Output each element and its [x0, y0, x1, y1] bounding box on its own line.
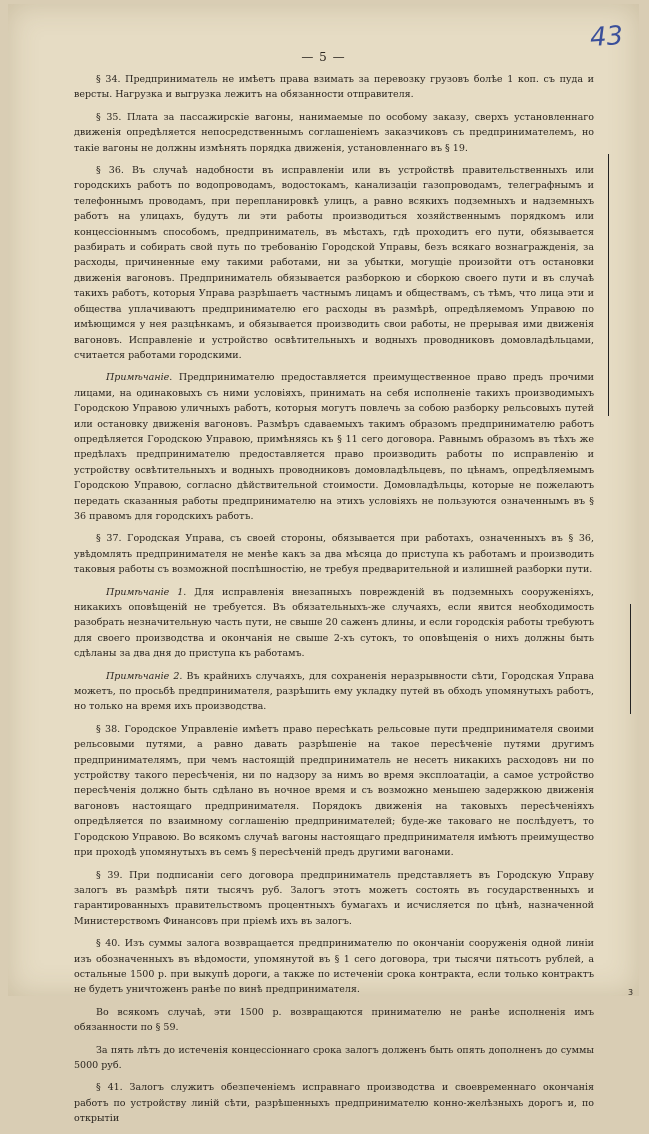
- section-paragraph: § 41. Залогъ служитъ обезпеченіемъ исправнаго производства и своевременнаго окончанія работъ по устройству линій сѣти, разрѣшенныхъ предпринимателю конно-желѣзныхъ дорогъ и, по открытіи: [74, 1082, 594, 1125]
- note-paragraph: [74, 585, 594, 662]
- note-text: Предпринимателю предоставляется преимущественное право предъ прочими лицами, на одинаковыхъ съ ними условіяхъ, принимать на себя исполненіе такихъ производимыхъ Городскою Управою уличныхъ работъ, которыя могутъ повлечь за собою разборку рельсовыхъ путей или остановку движенія вагоновъ. Размѣръ сдаваемыхъ такимъ образомъ предпринимателю работъ опредѣляется Городскою Управою, примѣняясь къ § 11 сего договора. Равнымъ образомъ въ тѣхъ же предѣлахъ предпринимателю предоставляется право производить работы по исправленію и устройству освѣтительныхъ и водныхъ проводниковъ домовладѣльцевъ, по цѣнамъ, опредѣляемымъ Городскою Управою, согласно дѣйствительной стоимости. Домовладѣльцы, которые не пожелаютъ передать сказанныя работы предпринимателю на этихъ условіяхъ не пользуются означеннымъ въ § 36 правомъ для городскихъ работъ.: [74, 372, 594, 522]
- margin-mark: [630, 604, 631, 714]
- note-label: Примѣчаніе 1.: [106, 586, 187, 598]
- section-paragraph: § 35. Плата за пассажирскіе вагоны, нанимаемые по особому заказу, сверхъ установленнаго движенія опредѣляется непосредственнымъ соглашеніемъ заказчиковъ съ предпринимателемъ, но такіе вагоны не должны измѣнять порядка движенія, установленнаго въ § 19.: [74, 111, 594, 154]
- margin-mark: [608, 154, 609, 416]
- section-paragraph: § 37. Городская Управа, съ своей стороны, обязывается при работахъ, означенныхъ въ § 36, увѣдомлять предпринимателя не менѣе какъ за два мѣсяца до приступа къ работамъ и производить таковыя работы съ возможной поспѣшностію, не требуя предварительной и излишней разборки пути.: [74, 533, 594, 576]
- note-label: Примѣчаніе 2.: [106, 670, 183, 682]
- note-text: Въ крайнихъ случаяхъ, для сохраненія неразрывности сѣти, Городская Управа можетъ, по просьбѣ предпринимателя, разрѣшить ему укладку путей въ обходъ упомянутыхъ работъ, но только на время ихъ производства.: [74, 670, 594, 713]
- document-page: [8, 4, 639, 1125]
- section-paragraph: § 40. Изъ суммы залога возвращается предпринимателю по окончаніи сооруженія одной линіи изъ обозначенныхъ въ вѣдомости, упомянутой въ § 1 сего договора, три тысячи пятьсотъ рублей, а остальные 1500 р. при выкупѣ дороги, а также по истеченіи срока контракта, если только контрактъ не будетъ уничтоженъ ранѣе по винѣ предпринимателя.: [74, 938, 594, 996]
- section-paragraph: За пять лѣтъ до истеченія концессіоннаго срока залогъ долженъ быть опять дополненъ до суммы 5000 руб.: [74, 1044, 594, 1071]
- note-label: Примѣчаніе.: [106, 372, 173, 384]
- document-body: [74, 72, 594, 1134]
- section-paragraph: § 39. При подписаніи сего договора предприниматель представляетъ въ Городскую Управу залогъ въ размѣрѣ пяти тысячъ руб. Залогъ этотъ можетъ состоять въ государственныхъ и гарантированныхъ правительствомъ процентныхъ бумагахъ и исчисляется по цѣнѣ, назначенной Министерствомъ Финансовъ при пріемѣ ихъ въ залогъ.: [74, 869, 594, 927]
- note-text: Для исправленія внезапныхъ поврежденій въ подземныхъ сооруженіяхъ, никакихъ оповѣщеній не требуется. Въ обязательныхъ-же случаяхъ, если явится необходимость разобрать незначительную часть пути, не свыше 20 саженъ длины, и если городскія работы требуютъ для своего производства и окончанія не свыше 2-хъ сутокъ, то оповѣщенія о нихъ должны быть сдѣланы за два дня до приступа къ работамъ.: [74, 586, 594, 660]
- section-paragraph: § 38. Городское Управленіе имѣетъ право пересѣкать рельсовые пути предпринимателя своими рельсовыми путями, а равно давать разрѣшеніе на такое пересѣченіе путями другимъ предпринимателямъ, при чемъ настоящій предприниматель не несетъ никакихъ расходовъ ни по устройству такого пересѣченія, ни по надзору за нимъ во время эксплоатаціи, а самое устройство пересѣченія должно быть сдѣлано въ ночное время и съ возможно меньшею задержкою движенія вагоновъ настоящаго предпринимателя. Порядокъ движенія на таковыхъ пересѣченіяхъ опредѣляется по взаимному соглашенію предпринимателей; буде-же таковаго не послѣдуетъ, то Городскою Управою. Во всякомъ случаѣ вагоны настоящаго предпринимателя имѣютъ преимущество при проходѣ упомянутыхъ въ семъ § пересѣченій предъ другими вагонами.: [74, 723, 594, 859]
- handwritten-folio-number: 43: [588, 20, 625, 54]
- page-number: — 5 —: [301, 50, 346, 64]
- note-paragraph: [74, 669, 594, 715]
- section-paragraph: § 34. Предприниматель не имѣетъ права взимать за перевозку грузовъ болѣе 1 коп. съ пуда и версты. Нагрузка и выгрузка лежитъ на обязанности отправителя.: [74, 74, 594, 101]
- corner-page-number: 3: [628, 988, 634, 997]
- note-paragraph: [74, 370, 594, 524]
- section-paragraph: Во всякомъ случаѣ, эти 1500 р. возвращаются принимателю не ранѣе исполненія имъ обязанности по § 59.: [74, 1006, 594, 1034]
- section-paragraph: § 36. Въ случаѣ надобности въ исправленіи или въ устройствѣ правительственныхъ или городскихъ работъ по водопроводамъ, водостокамъ, канализаціи газопроводамъ, телеграфнымъ и телефоннымъ проводамъ, при перепланировкѣ улицъ, а равно всякихъ подземныхъ и надземныхъ работъ на улицахъ, будутъ ли эти работы производиться хозяйственнымъ порядкомъ или концессіоннымъ способомъ, предприниматель, въ мѣстахъ, гдѣ проходитъ его пути, обязывается разбирать и собирать свой путь по требованію Городской Управы, безъ всякаго вознагражденія, за расходы, причиненные ему такими работами, ни за убытки, могущіе произойти отъ остановки движенія вагоновъ. Предприниматель обязывается разборкою и сборкою своего пути и въ случаѣ такихъ работъ, которыя Управа разрѣшаетъ частнымъ лицамъ и обществамъ, съ тѣмъ, что лица эти и общества уплачиваютъ предпринимателю его расходы въ размѣрѣ, опредѣляемомъ Управою по имѣющимся у нея разцѣнкамъ, и обязывается производить свои работы, не прерывая ими движенія вагоновъ. Исправленіе и устройство освѣтительныхъ и водныхъ проводниковъ домовладѣльцами, считается работами городскими.: [74, 165, 594, 361]
